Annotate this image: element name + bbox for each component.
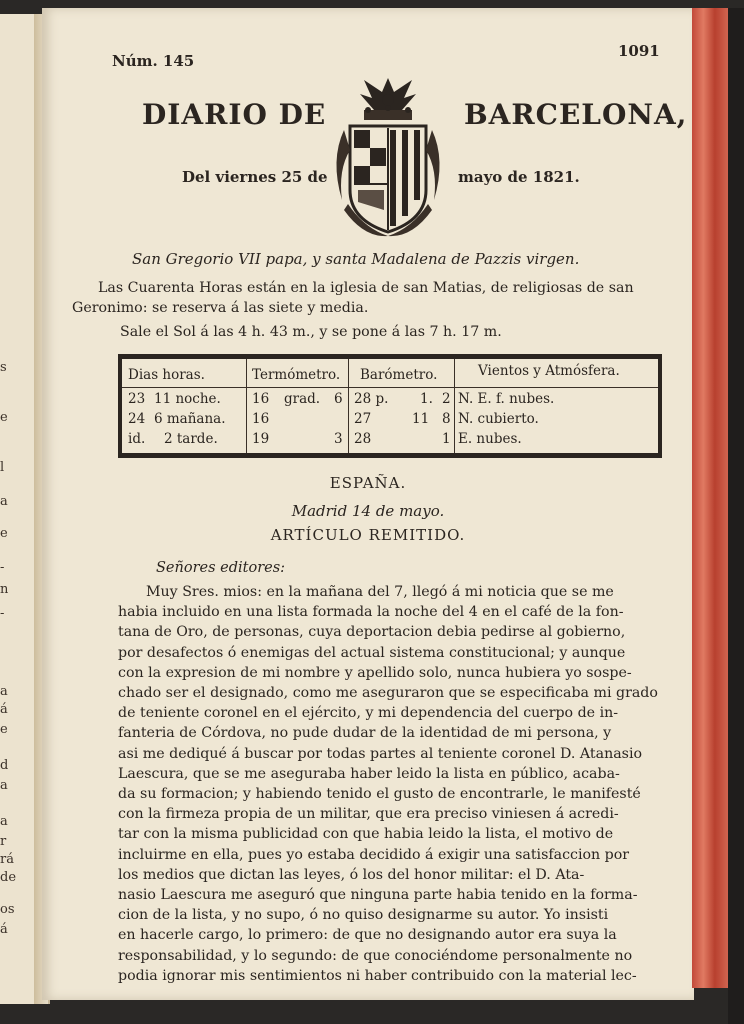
text-line: nasio Laescura me aseguró que ninguna parte habia tenido en la forma- bbox=[118, 887, 638, 904]
fragment-text: a bbox=[0, 684, 8, 699]
row-thermo: 16 bbox=[252, 411, 270, 427]
text-line: chado ser el designado, como me aseguraron que se especificaba mi grado bbox=[118, 685, 658, 702]
row-baro: 28 p. bbox=[354, 391, 389, 407]
salutation: Señores editores: bbox=[156, 560, 286, 576]
row-wind: N. E. f. nubes. bbox=[458, 391, 555, 407]
text-line: Muy Sres. mios: en la mañana del 7, llegó á mi noticia que se me bbox=[146, 584, 614, 600]
fragment-text: á bbox=[0, 702, 8, 717]
text-line: da su formacion; y habiendo tenido el gusto de encontrarle, le manifesté bbox=[118, 786, 641, 803]
text-line: incluirme en ella, pues yo estaba decidido á exigir una satisfaccion por bbox=[118, 846, 630, 863]
fragment-text: r bbox=[0, 834, 7, 849]
fragment-text: á bbox=[0, 922, 8, 937]
row-thermo: 19 bbox=[252, 431, 270, 447]
fragment-text: e bbox=[0, 410, 8, 425]
fragment-text: s bbox=[0, 360, 7, 375]
saints-of-day: San Gregorio VII papa, y santa Madalena de Pazzis virgen. bbox=[132, 250, 580, 268]
row-wind: N. cubierto. bbox=[458, 411, 539, 427]
dateline: Madrid 14 de mayo. bbox=[291, 502, 445, 520]
row-day: 24 bbox=[128, 411, 146, 427]
text-line: cion de la lista, y no supo, ó no quiso designarme su autor. Yo insisti bbox=[118, 907, 609, 924]
row-day: 23 bbox=[128, 391, 146, 407]
text-line: con la expresion de mi nombre y apellido solo, nunca hubiera yo sospe- bbox=[118, 664, 632, 681]
column-divider bbox=[454, 359, 455, 453]
fragment-text: rá bbox=[0, 852, 14, 867]
sunrise-sunset-line: Sale el Sol á las 4 h. 43 m., y se pone á las 7 h. 17 m. bbox=[120, 324, 502, 340]
text-line: podia ignorar mis sentimientos ni haber contribuido con la material lec- bbox=[118, 967, 637, 984]
text-line: fanteria de Córdova, no pude dudar de la identidad de mi persona, y bbox=[118, 725, 612, 742]
weather-table bbox=[118, 354, 662, 458]
row-baro-lines: 1. bbox=[420, 391, 433, 407]
issue-number: Núm. 145 bbox=[112, 52, 195, 70]
row-wind: E. nubes. bbox=[458, 431, 522, 447]
fragment-text: l bbox=[0, 460, 5, 475]
article-body bbox=[118, 582, 668, 986]
row-baro-lines: 11 bbox=[412, 411, 430, 427]
background-shadow bbox=[728, 8, 744, 1024]
row-thermo: 16 bbox=[252, 391, 270, 407]
date-left: Del viernes 25 de bbox=[182, 168, 328, 186]
fragment-text: d bbox=[0, 758, 9, 773]
text-line: por desafectos ó enemigas del actual sistema constitucional; y aunque bbox=[118, 644, 626, 661]
page-number: 1091 bbox=[618, 42, 660, 60]
table-header: Dias horas. bbox=[128, 367, 205, 383]
masthead-right: BARCELONA, bbox=[464, 98, 688, 131]
row-hour: 6 mañana. bbox=[154, 411, 226, 427]
notice-line: Las Cuarenta Horas están en la iglesia de san Matias, de religiosas de san bbox=[98, 280, 634, 296]
fragment-text: e bbox=[0, 526, 8, 541]
date-right: mayo de 1821. bbox=[458, 168, 580, 186]
text-line: Laescura, que se me aseguraba haber leido la lista en público, acaba- bbox=[118, 765, 620, 782]
fragment-text: a bbox=[0, 814, 8, 829]
text-line: con la firmeza propia de un militar, que era preciso viniesen á acredi- bbox=[118, 806, 619, 823]
article-title: ARTÍCULO REMITIDO. bbox=[270, 526, 466, 544]
row-thermo-fraction: 6 bbox=[334, 391, 343, 407]
text-line: responsabilidad, y lo segundo: de que conociéndome personalmente no bbox=[118, 947, 633, 964]
fragment-text: de bbox=[0, 870, 17, 885]
text-line: asi me dediqué á buscar por todas partes al teniente coronel D. Atanasio bbox=[118, 745, 643, 762]
column-divider bbox=[246, 359, 247, 453]
row-baro-points: 8 bbox=[442, 411, 451, 427]
text-line: en hacerle cargo, lo primero: de que no designando autor era suya la bbox=[118, 927, 617, 944]
header-divider bbox=[122, 387, 658, 388]
row-thermo-fraction: 3 bbox=[334, 431, 343, 447]
text-line: habia incluido en una lista formada la noche del 4 en el café de la fon- bbox=[118, 604, 624, 621]
row-baro-points: 1 bbox=[442, 431, 451, 447]
table-header: Termómetro. bbox=[252, 367, 341, 383]
newspaper-page bbox=[42, 8, 694, 1000]
section-heading: ESPAÑA. bbox=[329, 474, 407, 492]
text-line: los medios que dictan las leyes, ó los del honor militar: el D. Ata- bbox=[118, 866, 585, 883]
row-baro: 27 bbox=[354, 411, 372, 427]
page-edge bbox=[692, 8, 730, 988]
row-baro: 28 bbox=[354, 431, 372, 447]
text-line: de teniente coronel en el ejército, y mi dependencia del cuerpo de in- bbox=[118, 705, 619, 722]
fragment-text: n bbox=[0, 582, 9, 597]
row-hour: 11 noche. bbox=[154, 391, 221, 407]
column-divider bbox=[348, 359, 349, 453]
row-baro-points: 2 bbox=[442, 391, 451, 407]
row-day: id. bbox=[128, 431, 146, 447]
fragment-text: a bbox=[0, 778, 8, 793]
table-header: Barómetro. bbox=[360, 367, 438, 383]
fragment-text: - bbox=[0, 606, 5, 621]
fragment-text: e bbox=[0, 722, 8, 737]
fragment-text: - bbox=[0, 560, 5, 575]
coat-of-arms-icon bbox=[324, 70, 452, 240]
row-thermo-unit: grad. bbox=[284, 391, 321, 407]
masthead-left: DIARIO DE bbox=[142, 98, 327, 131]
fragment-text: os bbox=[0, 902, 15, 917]
row-hour: 2 tarde. bbox=[164, 431, 218, 447]
fragment-text: a bbox=[0, 494, 8, 509]
text-line: tar con la misma publicidad con que habia leido la lista, el motivo de bbox=[118, 826, 614, 843]
text-line: tana de Oro, de personas, cuya deportacion debia pedirse al gobierno, bbox=[118, 624, 626, 641]
notice-line: Geronimo: se reserva á las siete y media. bbox=[72, 300, 369, 316]
table-header: Vientos y Atmósfera. bbox=[478, 363, 620, 379]
